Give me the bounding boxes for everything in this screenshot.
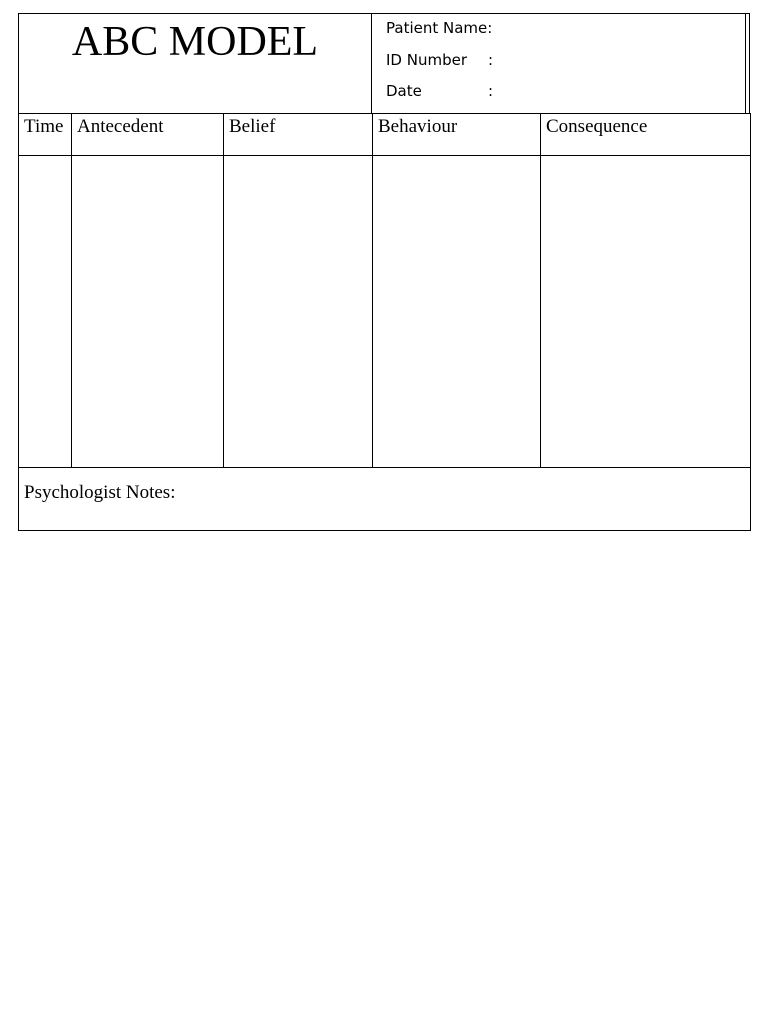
patient-info-panel (372, 14, 746, 113)
id-number-colon: : (488, 51, 494, 69)
column-header-antecedent: Antecedent (72, 114, 224, 156)
time-cell[interactable] (19, 156, 72, 468)
antecedent-cell[interactable] (72, 156, 224, 468)
patient-name-field[interactable] (386, 19, 492, 37)
patient-name-label: Patient Name: (386, 19, 493, 37)
notes-row (19, 468, 751, 531)
psychologist-notes-label: Psychologist Notes: (24, 482, 176, 503)
belief-cell[interactable] (224, 156, 373, 468)
abc-model-form (18, 13, 750, 531)
form-title: ABC MODEL (19, 14, 372, 113)
column-header-belief: Belief (224, 114, 373, 156)
id-number-field[interactable] (386, 51, 494, 69)
table-row (19, 156, 751, 468)
date-label: Date (386, 82, 422, 100)
column-header-time: Time (19, 114, 72, 156)
column-header-behaviour: Behaviour (373, 114, 541, 156)
table-header-row (19, 114, 751, 156)
date-colon: : (488, 82, 494, 100)
id-number-label: ID Number (386, 51, 467, 69)
consequence-cell[interactable] (541, 156, 751, 468)
abc-table (18, 113, 751, 531)
form-header (18, 13, 750, 114)
column-header-consequence: Consequence (541, 114, 751, 156)
behaviour-cell[interactable] (373, 156, 541, 468)
psychologist-notes-cell[interactable] (19, 468, 751, 531)
date-field[interactable] (386, 82, 494, 100)
